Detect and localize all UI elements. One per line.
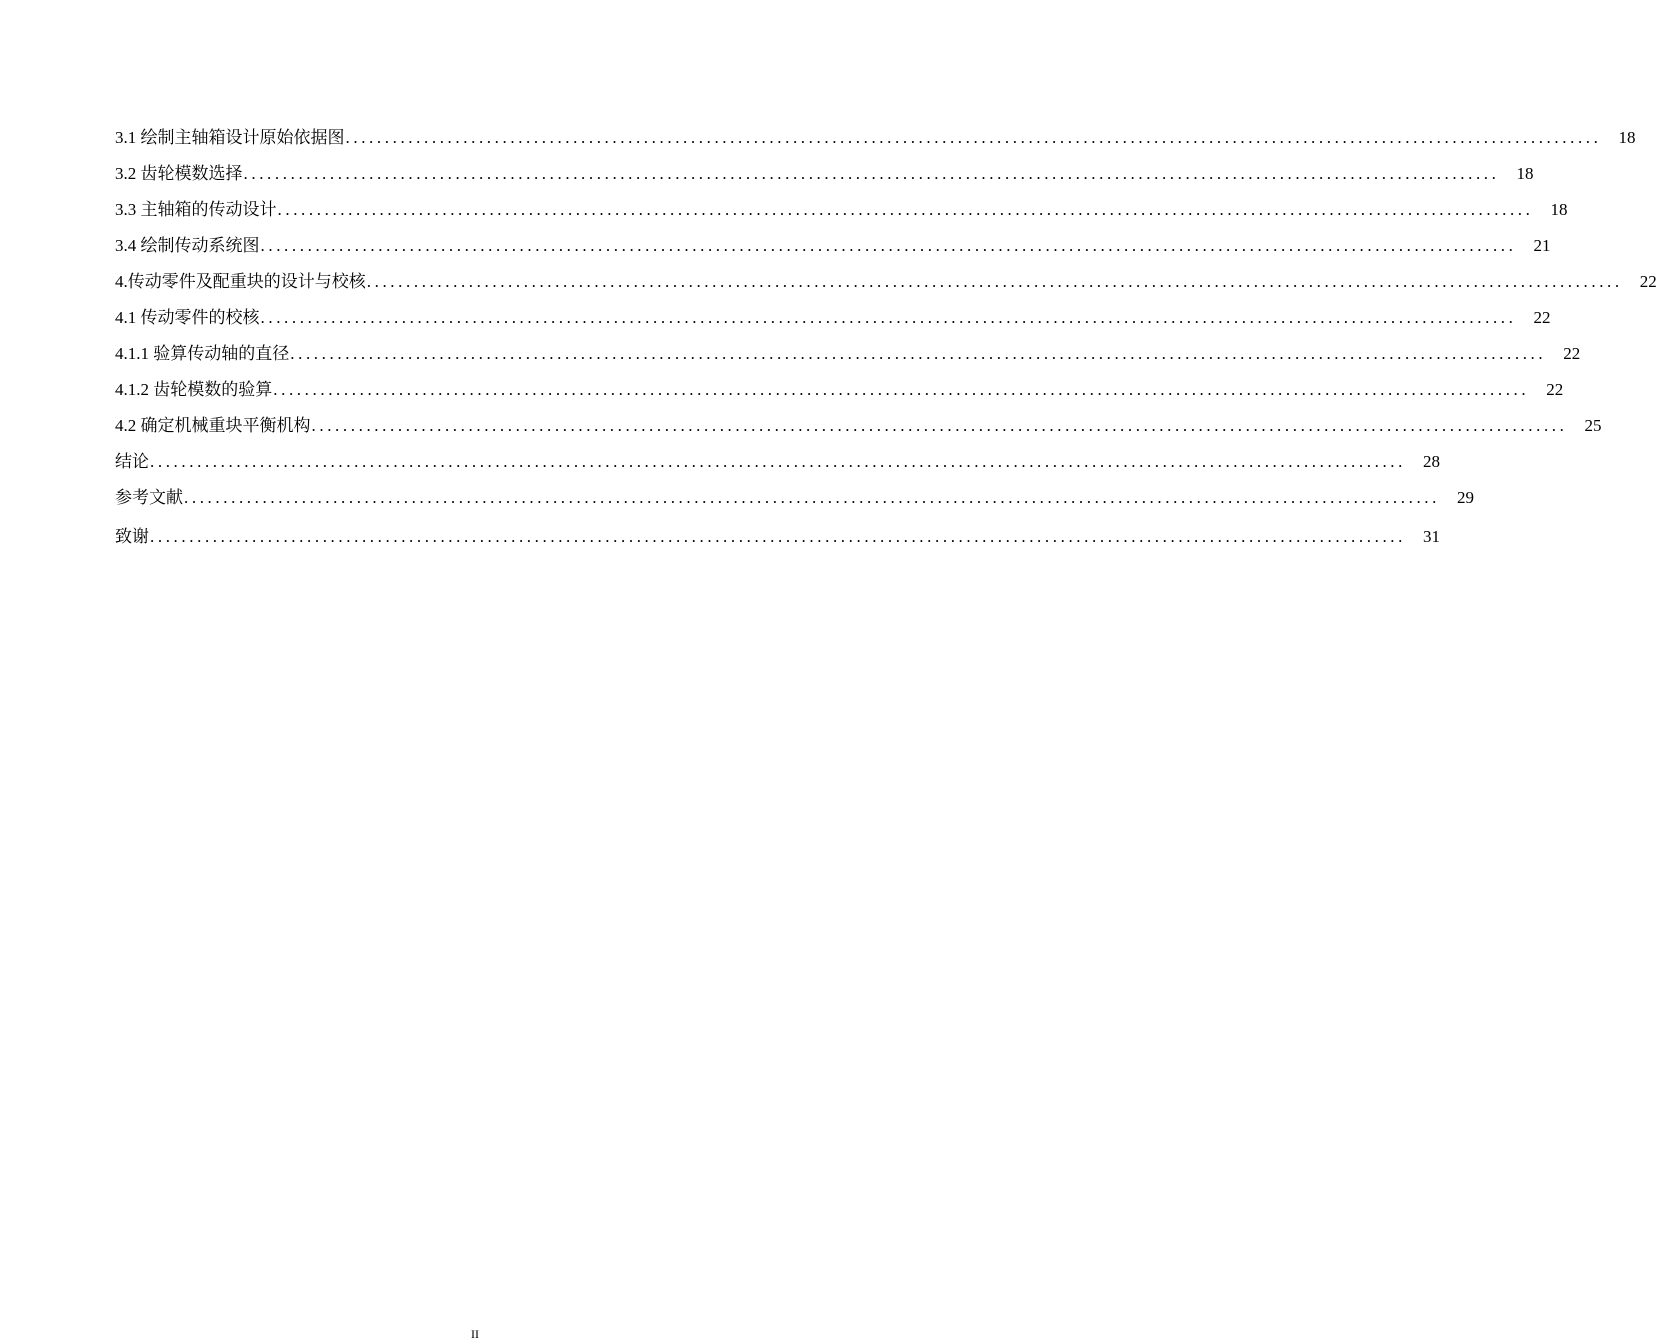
toc-entry[interactable]: [115, 332, 1581, 368]
toc-entry-page: 22: [1546, 380, 1564, 399]
toc-entry-title: 3.4 绘制传动系统图: [115, 236, 260, 255]
toc-entry[interactable]: [115, 188, 1568, 224]
toc-entry[interactable]: [115, 116, 1636, 152]
toc-dot-leader: ................................................................................................................................................................: [277, 200, 1534, 219]
toc-entry-page: 18: [1618, 128, 1636, 147]
toc-entry-page: 22: [1563, 344, 1581, 363]
toc-entry-page: 28: [1423, 452, 1440, 471]
toc-entry[interactable]: [115, 476, 1474, 512]
toc-dot-leader: ................................................................................................................................................................: [150, 452, 1406, 471]
toc-entry-title: 结论: [115, 452, 149, 471]
toc-dot-leader: ................................................................................................................................................................: [311, 416, 1568, 435]
toc-entry-title: 3.1 绘制主轴箱设计原始依据图: [115, 128, 345, 147]
toc-entry[interactable]: [115, 440, 1440, 476]
toc-entry-title: 3.3 主轴箱的传动设计: [115, 200, 277, 219]
toc-entry-page: 21: [1533, 236, 1551, 255]
toc-dot-leader: ................................................................................................................................................................: [273, 380, 1530, 399]
toc-entry[interactable]: [115, 404, 1602, 440]
toc-entry-title: 4.传动零件及配重块的设计与校核: [115, 272, 366, 291]
toc-entry-title: 4.2 确定机械重块平衡机构: [115, 416, 311, 435]
toc-dot-leader: ................................................................................................................................................................: [345, 128, 1602, 147]
toc-dot-leader: ................................................................................................................................................................: [260, 308, 1517, 327]
toc-dot-leader: ................................................................................................................................................................: [150, 527, 1406, 546]
toc-entry-title: 参考文献: [115, 488, 183, 507]
toc-entry-page: 18: [1550, 200, 1568, 219]
toc-entry-page: 31: [1423, 527, 1440, 546]
toc-dot-leader: ................................................................................................................................................................: [366, 272, 1623, 291]
toc-entry-title: 4.1.1 验算传动轴的直径: [115, 344, 290, 363]
toc-entry-page: 25: [1584, 416, 1602, 435]
page-number: II: [471, 1327, 479, 1341]
toc-dot-leader: ................................................................................................................................................................: [290, 344, 1547, 363]
toc-entry-page: 22: [1639, 272, 1657, 291]
toc-entry[interactable]: [115, 260, 1657, 296]
toc-entry-page: 18: [1516, 164, 1534, 183]
toc-dot-leader: ................................................................................................................................................................: [184, 488, 1440, 507]
toc-dot-leader: ................................................................................................................................................................: [260, 236, 1517, 255]
table-of-contents: [115, 116, 1657, 551]
toc-entry-title: 4.1 传动零件的校核: [115, 308, 260, 327]
toc-entry[interactable]: [115, 152, 1534, 188]
toc-entry[interactable]: [115, 368, 1564, 404]
toc-dot-leader: ................................................................................................................................................................: [243, 164, 1500, 183]
toc-entry-title: 3.2 齿轮模数选择: [115, 164, 243, 183]
toc-entry-title: 4.1.2 齿轮模数的验算: [115, 380, 273, 399]
toc-entry[interactable]: [115, 512, 1440, 551]
toc-entry[interactable]: [115, 224, 1551, 260]
toc-entry-page: 22: [1533, 308, 1551, 327]
toc-entry-page: 29: [1457, 488, 1474, 507]
toc-entry[interactable]: [115, 296, 1551, 332]
toc-entry-title: 致谢: [115, 527, 149, 546]
